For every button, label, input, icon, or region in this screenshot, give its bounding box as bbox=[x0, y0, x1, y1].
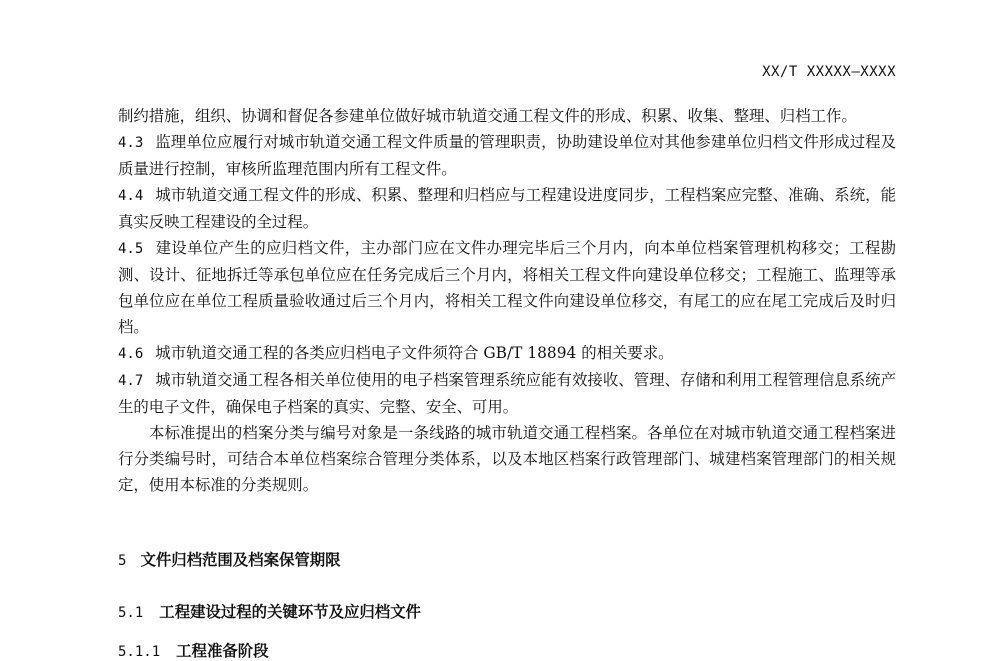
clause-text: 城市轨道交通工程文件的形成、积累、整理和归档应与工程建设进度同步，工程档案应完整、准确、系统，能真实反映工程建设的全过程。 bbox=[118, 186, 896, 231]
clause-number: 4.5 bbox=[118, 241, 144, 257]
clause-text: 监理单位应履行对城市轨道交通工程文件质量的管理职责，协助建设单位对其他参建单位归档文件形成过程及质量进行控制，审核所监理范围内所有工程文件。 bbox=[118, 133, 896, 178]
paragraph-continuation bbox=[118, 103, 896, 129]
clause-4-4 bbox=[118, 182, 896, 235]
section-title: 工程准备阶段 bbox=[176, 642, 269, 660]
section-title: 文件归档范围及档案保管期限 bbox=[140, 551, 341, 569]
paragraph-text: 本标准提出的档案分类与编号对象是一条线路的城市轨道交通工程档案。各单位在对城市轨道交通工程档案进行分类编号时，可结合本单位档案综合管理分类体系，以及本地区档案行政管理部门、城建档案管理部门的相关规定，使用本标准的分类规则。 bbox=[118, 424, 896, 494]
body-text bbox=[118, 103, 896, 498]
clause-4-3 bbox=[118, 129, 896, 182]
section-title: 工程建设过程的关键环节及应归档文件 bbox=[159, 603, 421, 621]
clause-number: 4.4 bbox=[118, 188, 144, 204]
section-heading-5-1-1 bbox=[118, 639, 269, 661]
clause-number: 4.7 bbox=[118, 373, 144, 389]
clause-number: 4.6 bbox=[118, 346, 144, 362]
clause-4-5 bbox=[118, 235, 896, 340]
clause-4-7 bbox=[118, 367, 896, 420]
section-heading-5-1 bbox=[118, 600, 421, 622]
document-code: XX/T XXXXX—XXXX bbox=[762, 64, 896, 80]
clause-number: 4.3 bbox=[118, 135, 144, 151]
clause-text: 城市轨道交通工程各相关单位使用的电子档案管理系统应能有效接收、管理、存储和利用工程管理信息系统产生的电子文件，确保电子档案的真实、完整、安全、可用。 bbox=[118, 371, 896, 416]
clause-text: 城市轨道交通工程的各类应归档电子文件须符合 GB/T 18894 的相关要求。 bbox=[155, 344, 674, 362]
paragraph-text: 制约措施，组织、协调和督促各参建单位做好城市轨道交通工程文件的形成、积累、收集、整理、归档工作。 bbox=[118, 107, 857, 125]
section-number: 5.1 bbox=[118, 605, 144, 621]
paragraph-classification-note bbox=[118, 420, 896, 498]
section-number: 5 bbox=[118, 553, 127, 569]
clause-4-6 bbox=[118, 340, 896, 367]
section-number: 5.1.1 bbox=[118, 644, 161, 660]
section-heading-5 bbox=[118, 548, 341, 570]
clause-text: 建设单位产生的应归档文件，主办部门应在文件办理完毕后三个月内，向本单位档案管理机构移交；工程勘测、设计、征地拆迁等承包单位应在任务完成后三个月内，将相关工程文件向建设单位移交；工程施工、监理等承包单位应在单位工程质量验收通过后三个月内，将相关工程文件向建设单位移交，有尾工的应在尾工完成后及时归档。 bbox=[118, 239, 896, 336]
